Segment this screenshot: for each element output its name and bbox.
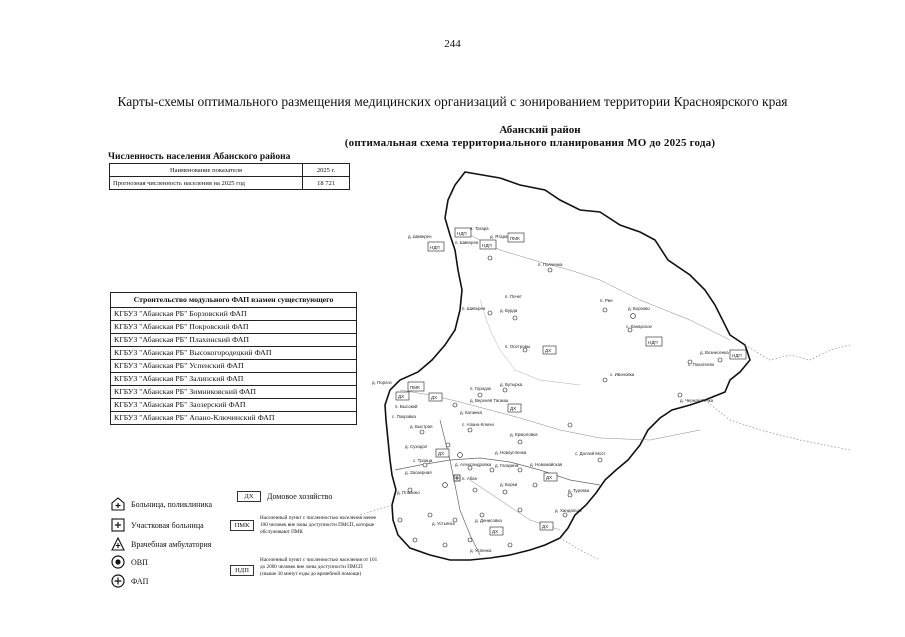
- fap-marker: [468, 538, 472, 542]
- fap-marker: [678, 393, 682, 397]
- map-tag-dx: [544, 473, 557, 481]
- map-tag-ndp: [480, 240, 496, 249]
- place-label: д. Быстрая: [410, 424, 433, 429]
- fap-marker: [420, 430, 424, 434]
- population-heading: Численность населения Абанского района: [108, 152, 291, 162]
- district-title: Абанский район: [499, 124, 581, 136]
- map-tag-dx: [540, 522, 553, 530]
- place-labels: [372, 226, 729, 553]
- fap-marker: [518, 508, 522, 512]
- place-label: с. Покровка: [392, 414, 416, 419]
- table-row: КГБУЗ "Абанская РБ" Успенский ФАП: [111, 360, 356, 373]
- place-label: с. Троица: [413, 458, 433, 463]
- table-row: КГБУЗ "Абанская РБ" Апано-Ключинский ФАП: [114, 413, 275, 422]
- indicator-cell: Прогнозная численность населения на 2025 год: [110, 177, 303, 190]
- place-label: д. Новоуспенка: [495, 450, 527, 455]
- place-label: д. Туровка: [568, 488, 590, 493]
- place-label: с. Канарское: [626, 324, 652, 329]
- place-label: д. Денисовка: [475, 518, 502, 523]
- tag-label: ПМК: [510, 236, 520, 241]
- fap-marker: [513, 316, 517, 320]
- fap-marker: [603, 308, 607, 312]
- fap-table-header: Строительство модульного ФАП взамен существующего: [111, 293, 356, 308]
- household-tag: ДХ: [237, 491, 261, 502]
- indicator-column-header: Наименование показателя: [110, 164, 303, 177]
- fap-marker: [518, 468, 522, 472]
- legend-label: Врачебная амбулатория: [131, 539, 212, 549]
- place-label: д. Заозерная: [405, 470, 432, 475]
- map-tag-ndp: [730, 350, 746, 359]
- tag-label: ПМК: [410, 385, 420, 390]
- river-line: [400, 390, 700, 440]
- place-label: с. Ивоновка: [610, 372, 635, 377]
- fap-marker: [468, 428, 472, 432]
- tag-label: ДХ: [431, 395, 438, 400]
- legend-ndp: [230, 557, 380, 578]
- fap-marker: [503, 490, 507, 494]
- tag-label: ДХ: [542, 524, 549, 529]
- legend-pmk: [230, 515, 380, 536]
- tag-label: ДХ: [492, 529, 499, 534]
- place-label: п. Шиверен: [462, 306, 486, 311]
- ovp-marker: [631, 314, 636, 319]
- fap-marker: [480, 513, 484, 517]
- table-row: КГБУЗ "Абанская РБ" Плахинский ФАП: [111, 334, 356, 347]
- tag-label: НДП: [648, 340, 658, 345]
- ovp-marker: [458, 453, 463, 458]
- place-label: д. Устьянск: [432, 521, 455, 526]
- legend-label: Больница, поликлиника: [131, 499, 213, 509]
- legend-label: ФАП: [131, 576, 149, 586]
- place-label: п. Абан: [462, 476, 478, 481]
- fap-marker: [503, 388, 507, 392]
- page-number: 244: [444, 38, 461, 50]
- population-value: 18 721: [303, 177, 350, 190]
- place-label: д. Хандальск: [555, 508, 582, 513]
- map-tag-dx: [429, 393, 442, 401]
- legend-ambulatory: [110, 536, 211, 552]
- tag-label: ДХ: [545, 348, 552, 353]
- table-row: КГБУЗ "Абанская РБ" Борзовский ФАП: [111, 308, 356, 321]
- fap-marker: [428, 513, 432, 517]
- map-tag-pmk: [408, 382, 424, 391]
- year-column-header: 2025 г.: [303, 164, 350, 177]
- map-tag-dx: [436, 449, 449, 457]
- legend-fap: [110, 573, 148, 589]
- fap-marker: [718, 358, 722, 362]
- place-label: д. Успенка: [470, 548, 492, 553]
- place-label: д. Шиверен: [408, 234, 432, 239]
- fap-marker: [563, 513, 567, 517]
- place-label: д. Ермоловка: [510, 432, 538, 437]
- fap-marker: [398, 518, 402, 522]
- place-label: п. Осетровы: [505, 344, 531, 349]
- map-tag-dx: [508, 404, 521, 412]
- place-label: п. Шиверен: [455, 240, 479, 245]
- map-tag-ndp: [455, 228, 471, 237]
- map-tag-ndp: [428, 242, 444, 251]
- place-label: д. Бутырка: [500, 382, 523, 387]
- fap-marker: [478, 393, 482, 397]
- legend-label: Участковая больница: [131, 520, 204, 530]
- fap-marker: [490, 468, 494, 472]
- legend-district-hospital: [110, 517, 204, 533]
- fap-marker: [453, 403, 457, 407]
- place-label: п. Тагара: [470, 226, 489, 231]
- place-label: д. Верхняя Тагаиш: [470, 398, 509, 403]
- hospital-marker: [454, 475, 460, 481]
- place-label: д. Александровка: [455, 462, 492, 467]
- map-subtitle: (оптимальная схема территориального планирования МО до 2025 года): [344, 137, 716, 149]
- hospital-icon: [110, 496, 126, 512]
- fap-marker: [443, 543, 447, 547]
- tag-label: ДХ: [438, 451, 445, 456]
- place-label: д. Бурда: [500, 308, 518, 313]
- ovp-marker: [443, 483, 448, 488]
- fap-marker: [603, 378, 607, 382]
- place-label: с. Долгий Мост: [575, 451, 606, 456]
- legend-hospital: [110, 496, 212, 512]
- map-tag-dx: [396, 392, 409, 400]
- map-tag-pmk: [508, 233, 524, 242]
- place-label: д. Пороги: [372, 380, 392, 385]
- fap-marker: [533, 483, 537, 487]
- fap-marker: [488, 256, 492, 260]
- fap-marker: [446, 443, 450, 447]
- place-label: п. Почет: [505, 294, 522, 299]
- place-label: п. Полченка: [538, 262, 563, 267]
- tag-label: ДХ: [510, 406, 517, 411]
- place-label: д. Борзово: [628, 306, 650, 311]
- fap-marker: [423, 463, 427, 467]
- table-row: КГБУЗ "Абанская РБ" Заозерский ФАП: [111, 399, 356, 412]
- tag-label: НДП: [482, 243, 492, 248]
- table-row: КГБУЗ "Абанская РБ" Покровский ФАП: [111, 321, 356, 334]
- fap-marker: [568, 423, 572, 427]
- legend-label: Домовое хозяйство: [267, 492, 333, 501]
- legend-ovp: [110, 554, 148, 570]
- place-label: д. Борки: [500, 482, 518, 487]
- place-label: д. Плахино: [397, 490, 420, 495]
- tag-label: ДХ: [546, 475, 553, 480]
- ovp-icon: [110, 554, 126, 570]
- page-title: Карты-схемы оптимального размещения медицинских организаций с зонированием территории Красноярского края: [117, 94, 788, 109]
- tag-label: НДП: [457, 231, 467, 236]
- place-label: д. Новомайская: [530, 462, 563, 467]
- table-row: КГБУЗ "Абанская РБ" Высокогородецкий ФАП: [111, 347, 356, 360]
- place-label: д. Черная Речка: [680, 398, 714, 403]
- fap-marker: [488, 311, 492, 315]
- district-hospital-icon: [110, 517, 126, 533]
- tag-label: НДП: [430, 245, 440, 250]
- tag-label: НДП: [732, 353, 742, 358]
- legend-note: Населенный пункт с численностью населения менее 100 человек вне зоны доступности ПМСП, которые обслуживают ПМК: [260, 515, 377, 535]
- settlement-markers: [398, 256, 722, 547]
- place-label: д. Калинка: [460, 410, 482, 415]
- place-label: с. Покатеево: [688, 362, 715, 367]
- map-tag-dx: [490, 527, 503, 535]
- place-label: п. Городок: [470, 386, 492, 391]
- legend-note: Населенный пункт с численностью населения от 101 до 2000 человек вне зоны доступности ПМСП (свыше 30 минут езды до врачебной помощи): [260, 557, 378, 577]
- place-label: д. Суходол: [405, 444, 428, 449]
- table-row: КГБУЗ "Абанская РБ" Зимниковский ФАП: [111, 386, 356, 399]
- legend-household: [237, 491, 332, 502]
- fap-marker: [413, 538, 417, 542]
- place-label: д. Вознесенка: [700, 350, 729, 355]
- map-tag-ndp: [646, 337, 662, 346]
- fap-marker: [518, 440, 522, 444]
- fap-icon: [110, 573, 126, 589]
- ndp-tag: НДП: [230, 565, 254, 576]
- place-label: д. Ятара: [490, 234, 508, 239]
- ambulatory-icon: [110, 536, 126, 552]
- fap-marker: [508, 543, 512, 547]
- pmk-tag: ПМК: [230, 520, 254, 531]
- tag-label: ДХ: [398, 394, 405, 399]
- fap-marker: [598, 458, 602, 462]
- river-line: [480, 300, 580, 385]
- place-label: п. Высокий: [395, 404, 418, 409]
- legend-label: ОВП: [131, 557, 148, 567]
- map-tag-dx: [543, 346, 556, 354]
- place-label: с. Апано-Ключи: [462, 422, 494, 427]
- fap-marker: [548, 268, 552, 272]
- place-label: п. Рие: [600, 298, 613, 303]
- river-line: [470, 235, 730, 340]
- fap-marker: [568, 493, 572, 497]
- fap-marker: [473, 488, 477, 492]
- place-label: д. Гагарина: [495, 463, 519, 468]
- table-row: КГБУЗ "Абанская РБ" Залипский ФАП: [111, 373, 356, 386]
